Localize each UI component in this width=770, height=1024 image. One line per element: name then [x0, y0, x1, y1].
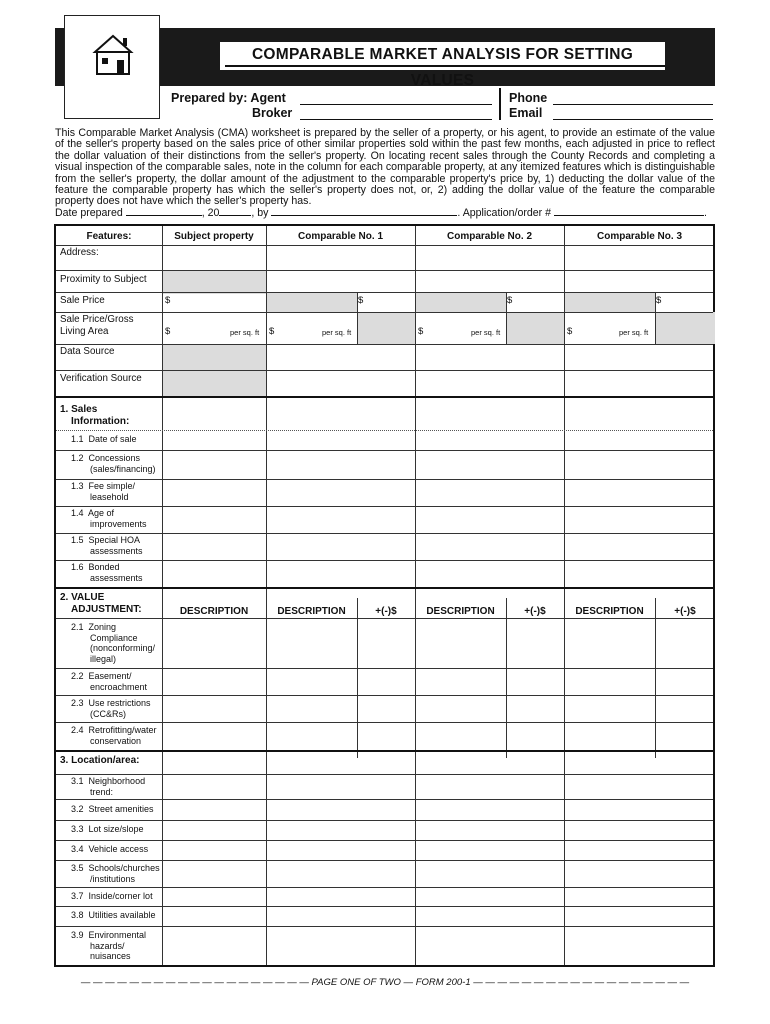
row-line: [56, 560, 713, 561]
location-heading: 3. Location/area:: [60, 755, 140, 766]
item-3-8: 3.8 Utilities available: [71, 910, 156, 920]
per-sqft-label: per sq. ft: [322, 328, 352, 337]
phone-field[interactable]: [553, 104, 713, 105]
shade-comp1-price: [267, 292, 357, 312]
row-line: [56, 292, 713, 293]
item-1-4: 1.4 Age of improvements: [71, 508, 147, 529]
broker-label: Broker: [252, 106, 293, 120]
email-label: Email: [509, 106, 543, 120]
item-2-2: 2.2 Easement/ encroachment: [71, 671, 148, 692]
sales-info-heading: 1. Sales: [60, 404, 98, 415]
date-prepared-label: Date prepared: [55, 207, 123, 219]
subcol-divider: [357, 598, 358, 758]
proximity-label: Proximity to Subject: [60, 274, 147, 285]
phone-label: Phone: [509, 91, 548, 105]
date-field[interactable]: [126, 215, 202, 216]
per-sqft-label: per sq. ft: [230, 328, 260, 337]
form-header: [55, 28, 715, 120]
row-line: [56, 799, 713, 800]
subject-description-header: DESCRIPTION: [179, 606, 249, 617]
sale-price-label: Sale Price: [60, 295, 105, 306]
item-3-2: 3.2 Street amenities: [71, 804, 154, 814]
item-3-9: 3.9 Environmental hazards/ nuisances: [71, 930, 147, 961]
comp1-description-header: DESCRIPTION: [277, 606, 346, 617]
date-line-end: .: [703, 207, 707, 219]
row-line: [56, 506, 713, 507]
date-line: [55, 207, 715, 219]
dollar-sign: $: [165, 295, 171, 306]
item-1-1: 1.1 Date of sale: [71, 434, 137, 444]
row-line: [56, 618, 713, 619]
broker-field[interactable]: [300, 119, 492, 120]
logo-box: [64, 15, 160, 119]
year-field[interactable]: [219, 215, 251, 216]
col-divider: [162, 226, 163, 965]
col-divider: [415, 226, 416, 965]
dollar-sign: $: [656, 295, 662, 306]
prepared-by-label: Prepared by: Agent: [171, 91, 286, 105]
dollar-sign: $: [165, 326, 171, 337]
per-sqft-label: per sq. ft: [619, 328, 649, 337]
shade-comp3-gross: [655, 312, 715, 344]
col-header-comp1: Comparable No. 1: [297, 231, 384, 242]
cma-table: [54, 224, 715, 967]
col-header-comp2: Comparable No. 2: [446, 231, 533, 242]
item-1-2: 1.2 Concessions (sales/financing): [71, 453, 156, 474]
row-line: [56, 270, 713, 271]
item-3-3: 3.3 Lot size/slope: [71, 824, 144, 834]
shade-comp2-gross: [506, 312, 564, 344]
dotted-line: [56, 430, 713, 431]
item-2-1: 2.1 Zoning Compliance (nonconforming/ illegal): [71, 622, 156, 664]
value-adjustment-heading: 2. VALUE: [60, 592, 105, 603]
row-line: [56, 820, 713, 821]
form-title: COMPARABLE MARKET ANALYSIS FOR SETTING VALUES: [220, 42, 665, 70]
col-header-subject: Subject property: [174, 231, 254, 242]
item-3-7: 3.7 Inside/corner lot: [71, 891, 153, 901]
row-line: [56, 450, 713, 451]
row-line: [56, 668, 713, 669]
item-2-3: 2.3 Use restrictions (CC&Rs): [71, 698, 151, 719]
comp1-adjust-header: +(-)$: [375, 606, 397, 617]
comp3-description-header: DESCRIPTION: [575, 606, 644, 617]
per-sqft-label: per sq. ft: [471, 328, 501, 337]
item-2-4: 2.4 Retrofitting/water conservation: [71, 725, 157, 746]
row-line: [56, 344, 713, 345]
row-line: [56, 926, 713, 927]
sales-info-heading-2: Information:: [71, 416, 130, 427]
row-line: [56, 533, 713, 534]
by-label: , by: [251, 207, 269, 219]
email-field[interactable]: [553, 119, 713, 120]
row-line: [56, 840, 713, 841]
comp3-adjust-header: +(-)$: [674, 606, 696, 617]
subcol-divider: [655, 598, 656, 758]
item-1-6: 1.6 Bonded assessments: [71, 562, 143, 583]
title-underline: [225, 65, 665, 67]
sale-price-gross-label: Sale Price/Gross: [60, 314, 134, 325]
agent-field[interactable]: [300, 104, 492, 105]
data-source-label: Data Source: [60, 346, 115, 357]
address-label: Address:: [60, 247, 99, 258]
item-1-5: 1.5 Special HOA assessments: [71, 535, 143, 556]
header-separator: [499, 88, 501, 120]
shade-proximity: [163, 270, 266, 294]
row-line: [56, 695, 713, 696]
subcol-divider: [506, 598, 507, 758]
living-area-label: Living Area: [60, 326, 109, 337]
page-footer: — — — — — — — — — — — — — — — — — — — PAGE ONE OF TWO — FORM 200-1 — — — — — — — — — — — — — — — — — —: [80, 977, 690, 988]
item-1-3: 1.3 Fee simple/ leasehold: [71, 481, 136, 502]
application-field[interactable]: [554, 215, 704, 216]
row-line: [56, 860, 713, 861]
section-line: [56, 587, 713, 589]
shade-comp3-price: [565, 292, 655, 312]
row-line: [56, 722, 713, 723]
dollar-sign: $: [358, 295, 364, 306]
col-divider: [564, 226, 565, 965]
col-divider: [266, 226, 267, 965]
item-3-4: 3.4 Vehicle access: [71, 844, 149, 854]
dollar-sign: $: [507, 295, 513, 306]
application-label: . Application/order #: [457, 207, 552, 219]
row-line: [56, 906, 713, 907]
dollar-sign: $: [269, 326, 275, 337]
value-adjustment-heading-2: ADJUSTMENT:: [71, 604, 142, 615]
year-prefix: , 20: [201, 207, 220, 219]
row-line: [56, 479, 713, 480]
comp2-adjust-header: +(-)$: [524, 606, 546, 617]
item-3-5: 3.5 Schools/churches /institutions: [71, 863, 160, 884]
shade-comp1-gross: [357, 312, 415, 344]
row-line: [56, 245, 713, 246]
section-line: [56, 396, 713, 398]
col-header-features: Features:: [86, 231, 132, 242]
row-line: [56, 370, 713, 371]
item-3-1: 3.1 Neighborhood trend:: [71, 776, 146, 797]
col-header-comp3: Comparable No. 3: [596, 231, 683, 242]
shade-comp2-price: [416, 292, 506, 312]
comp2-description-header: DESCRIPTION: [426, 606, 495, 617]
dollar-sign: $: [418, 326, 424, 337]
house-icon: [65, 16, 161, 120]
intro-paragraph: This Comparable Market Analysis (CMA) worksheet is prepared by the seller of a property, or his agent, to provide an estimate of the value of the seller's property based on the sales price of other similar properties sold within the past few months, each adjusted in price to reflect the dollar valuation of their distinctions from the seller's property. On locating recent sales through the County Records and completing a visual inspection of the comparable sales, note in the column for each comparable property, at any itemized features which is distinguishable from the seller's property, the dollar amount of the adjustment to the comparable property's price by, 1) deducting the dollar value of the feature the comparable property has which the seller's property does not, or, 2) adding the dollar value of the feature the comparable property does not have which the seller's property has.: [55, 127, 715, 208]
by-field[interactable]: [271, 215, 457, 216]
section-line: [56, 750, 713, 752]
row-line: [56, 887, 713, 888]
row-line: [56, 774, 713, 775]
dollar-sign: $: [567, 326, 573, 337]
verification-source-label: Verification Source: [60, 373, 142, 384]
row-line: [56, 312, 713, 313]
